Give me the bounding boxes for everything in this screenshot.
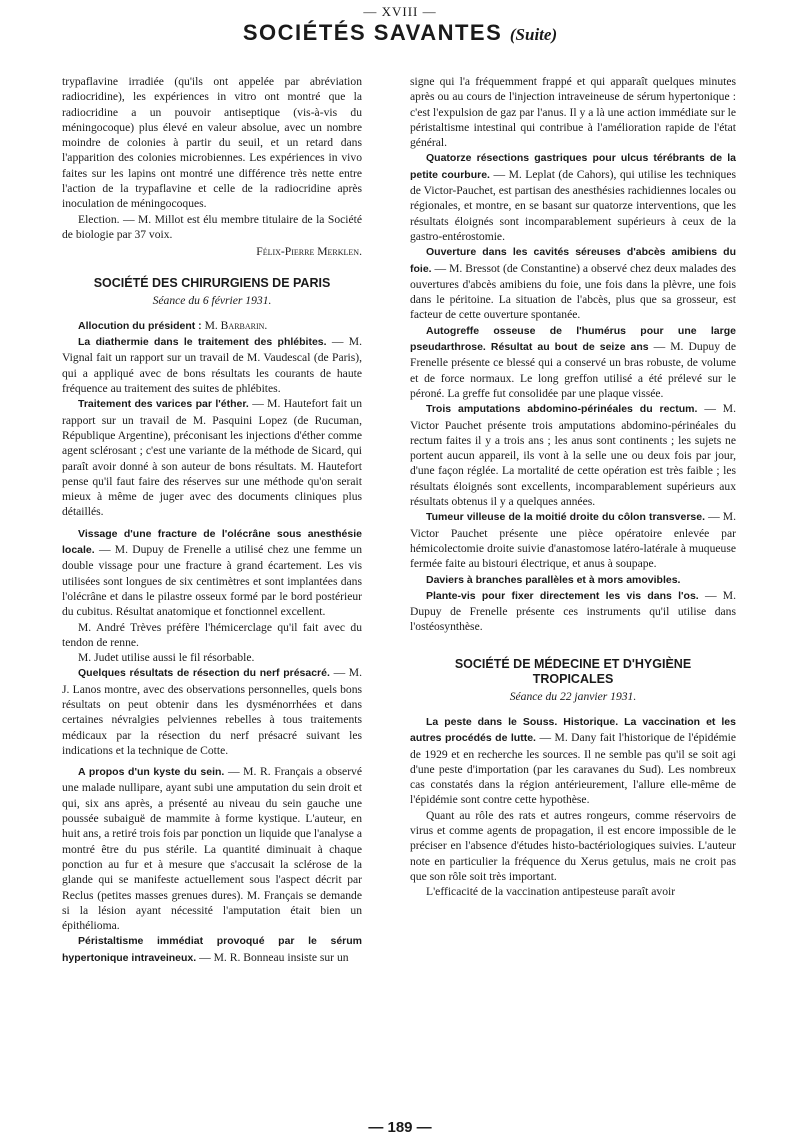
entry-heading: A propos d'un kyste du sein. — [78, 766, 225, 779]
paragraph: signe qui l'a fréquemment frappé et qui apparaît quelques minutes après ou au cours de l'injection intraveineuse de sérum hypertonique : c'est l'expulsion de gaz par l'anus. Il y a là une action immédiate sur le péristaltisme intestinal qui contribue à l'amélioration rapide de l'état général. — [410, 75, 736, 150]
paragraph: M. Judet utilise aussi le fil résorbable. — [78, 651, 255, 665]
paragraph: trypaflavine irradiée (qu'ils ont appelée par abréviation radiocridine), les expériences in vitro ont montré que la radiocridine a un pouvoir antiseptique (vis-à-vis du méningocoque) plus élevé en valeur absolue, avec un nombre moindre de colonies à partir du seuil, et un retard dans l'apparition des colonies microbiennes. Les expériences in vivo faites sur les lapins ont montré une différence très nette entre l'action de la trypaflavine et celle de la radiocridine après inoculation de méningocoques. — [62, 75, 362, 211]
entry: Allocution du président : M. Barbarin. — [78, 318, 268, 332]
entry: Trois amputations abdomino-périnéales du rectum. — M. Victor Pauchet présente trois amputations abdomino-périnéales du rectum faites il y a trois ans ; les anus sont continents ; les sujets ne portent aucun appareil, ils vont à la selle une ou deux fois par jour, d'une façon réglée. La mortalité de cette opération est très faible ; les résultats éloignés sont excellents, incomparablement supérieurs aux résultats obtenus il y a quelques années. — [410, 402, 737, 509]
entry-heading: Quelques résultats de résection du nerf présacré. — [78, 667, 330, 680]
section-date: Séance du 22 janvier 1931. — [509, 689, 637, 703]
running-title-suite: (Suite) — [509, 25, 558, 44]
entry: Traitement des varices par l'éther. — M. Hautefort fait un rapport sur un travail de M. Pasquini Lopez (de Rucuman, République Argentine), préconisant les injections d'éther comme agent sclérosant ; c'est une variante de la méthode de Sicard, qui paraît avoir donné à son auteur de bons résultats. M. Hautefort pense qu'il faut faire des réserves sur une méthode qu'on serait mieux à même de juger avec des documents cliniques plus détaillés. — [62, 397, 362, 519]
entry: Plante-vis pour fixer directement les vis dans l'os. — M. Dupuy de Frenelle présente ces instruments qu'il utilise dans l'ostéosynthèse. — [410, 588, 737, 634]
entry: Autogreffe osseuse de l'humérus pour une large pseudarthrose. Résultat au bout de seize ans — M. Dupuy de Frenelle présente ce blessé qui a conservé un bras robuste, de volume et de force normaux. Le long greffon utilisé a été prélevé sur le péroné. La greffe fut consolidée par une plaque vissée. — [410, 324, 736, 400]
entry-heading: Péristaltisme immédiat provoqué par le sérum hypertonique intraveineux. — [62, 935, 362, 964]
paragraph: M. André Trèves préfère l'hémicerclage qu'il fait avec du tendon de renne. — [62, 620, 362, 649]
entry: Quelques résultats de résection du nerf présacré. — M. J. Lanos montre, avec des observations personnelles, quels bons résultats on peut obtenir dans les dysménorrhées et dans certaines névralgies pelviennes rebelles à tous traitements médicaux par la résection du nerf présacré suivant les indications et la technique de Cotte. — [62, 666, 363, 757]
entry: La peste dans le Souss. Historique. La vaccination et les autres procédés de lutte. — M. Dany fait l'historique de l'épidémie de 1929 et en recherche les sources. Il ne semble pas qu'il se soit agi d'une peste d'importation (par les caravanes du Sud). Les nombreux cas constatés dans la région antérieurement, l'allure elle-même de l'épidémie sont contre cette hypothèse. — [410, 715, 736, 807]
entry-heading: Trois amputations abdomino-périnéales du rectum. — [426, 403, 698, 416]
left-column — [62, 74, 362, 966]
entry-heading: Quatorze résections gastriques pour ulcus térébrants de la petite courbure. — [410, 152, 736, 181]
entry-heading: Vissage d'une fracture de l'olécrâne sous anesthésie locale. — [62, 527, 362, 557]
right-column — [410, 74, 736, 900]
author-signature: Félix-Pierre Merklen. — [256, 245, 362, 259]
running-title — [0, 20, 800, 46]
entry: Péristaltisme immédiat provoqué par le sérum hypertonique intraveineux. — M. R. Bonneau insiste sur un — [62, 935, 362, 964]
entry: Vissage d'une fracture de l'olécrâne sous anesthésie locale. — M. Dupuy de Frenelle a utilisé chez une femme un double vissage pour une fracture à grand écartement. Les vis utilisées sont longues de six centimètres et sont implantées dans l'olécrâne et dans le pilastre osseux formé par le bord postérieur du cubitus. Résultat anatomique et fonctionnel excellent. — [62, 527, 363, 619]
entry: La diathermie dans le traitement des phlébites. — M. Vignal fait un rapport sur un travail de M. Vaudescal (de Paris), qui a appliqué avec de bons résultats les courants de haute fréquence au traitement des suites de phlébites. — [62, 335, 363, 396]
section-date: Séance du 6 février 1931. — [152, 293, 272, 307]
page-folio: — 189 — — [368, 1119, 432, 1136]
entry-heading: La peste dans le Souss. Historique. La vaccination et les autres procédés de lutte. — [410, 715, 736, 745]
entry: Tumeur villeuse de la moitié droite du côlon transverse. — M. Victor Pauchet présente une pièce opératoire enlevée par hémicolectomie droite suivie d'anastomose latéro-latérale à muqueuse fermée faite au bistouri électrique, et anus à soupape. — [410, 510, 736, 571]
entry-heading: Ouverture dans les cavités séreuses d'abcès amibiens du foie. — [410, 246, 736, 275]
paragraph: Election. — M. Millot est élu membre titulaire de la Société de biologie par 37 voix. — [62, 212, 362, 241]
paragraph: Quant au rôle des rats et autres rongeurs, comme réservoirs de virus et comme agents de propagation, il est encore impossible de le préciser en l'absence d'études histo-bactériologiques suivies. L'auteur note en particulier la fréquence du Xerus getulus, mais ne croit pas que son rôle soit très important. — [410, 808, 736, 883]
running-title-main: SOCIÉTÉS SAVANTES — [242, 20, 503, 45]
entry-heading: La diathermie dans le traitement des phlébites. — [78, 336, 327, 349]
entry-heading: Autogreffe osseuse de l'humérus pour une large pseudarthrose. Résultat au bout de seize ans — [410, 324, 736, 354]
entry-heading: Plante-vis pour fixer directement les vis dans l'os. — [426, 589, 699, 602]
entry-heading: Allocution du président : — [78, 319, 202, 332]
entry-heading: Tumeur villeuse de la moitié droite du côlon transverse. — [426, 511, 706, 524]
entry: Quatorze résections gastriques pour ulcus térébrants de la petite courbure. — M. Leplat (de Cahors), qui utilise les techniques de Victor-Pauchet, est partisan des anesthésies rachidiennes locales ou régionales, et montre, en se basant sur quatorze interventions, que les résultats éloignés sont incomparablement supérieurs à ceux de la gastro-entérostomie. — [410, 152, 736, 243]
section-title: SOCIÉTÉ DES CHIRURGIENS DE PARIS — [93, 275, 331, 290]
paragraph: L'efficacité de la vaccination antipesteuse paraît avoir — [426, 885, 676, 899]
entry: Ouverture dans les cavités séreuses d'abcès amibiens du foie. — M. Bressot (de Constantine) a observé chez deux malades des ouvertures d'abcès amibiens du foie, une fois dans la plèvre, une fois dans le péritoine. La situation de l'abcès, plus que sa grosseur, est facteur de cette ouverture spontanée. — [410, 246, 737, 322]
section-title: SOCIÉTÉ DE MÉDECINE ET D'HYGIÈNE TROPICALES — [454, 656, 692, 686]
entry: A propos d'un kyste du sein. — M. R. Français a observé une malade nullipare, ayant subi une amputation du sein droit et qui, six ans après, a présenté au niveau du sein gauche une poussée subaiguë de mammite à forme kystique. L'auteur, en huit ans, a retiré trois fois par ponction un liquide que l'analyse a montré être du pus stérile. La quantité diminuait à chaque ponction au fur et à mesure que s'accusait la sclérose de la glande qui se manifeste actuellement sous l'aspect décrit par Reclus (petites masses grenues dures). M. Français se demande si la lésion ayant nécessité l'amputation était bien un épithélioma. — [62, 765, 362, 933]
page-number-roman: — XVIII — — [363, 4, 437, 19]
entry — [410, 572, 736, 588]
entry-heading: Traitement des varices par l'éther. — [78, 398, 249, 411]
entry-heading: Daviers à branches parallèles et à mors amovibles. — [426, 573, 681, 586]
